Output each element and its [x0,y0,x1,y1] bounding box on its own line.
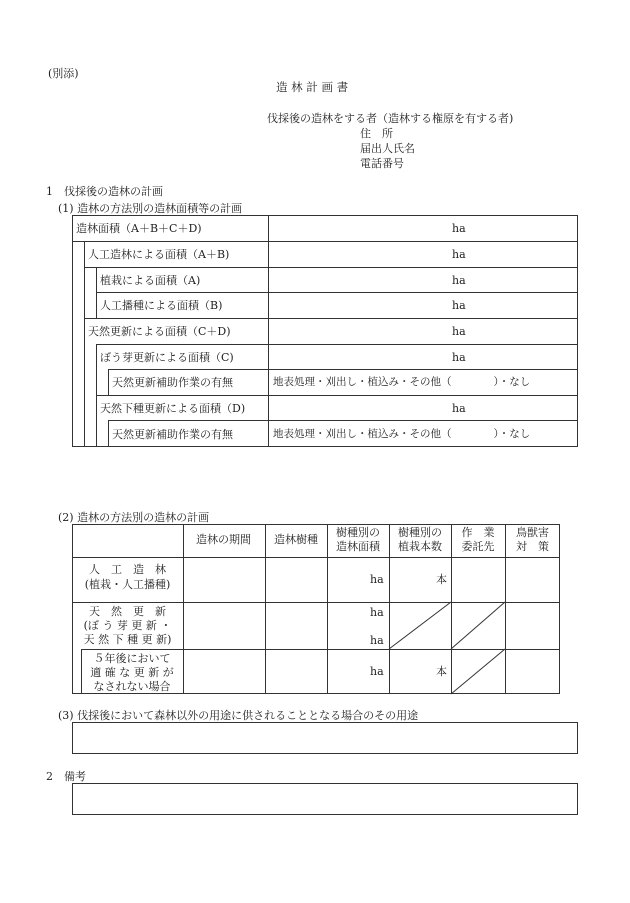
name-label: 届出人氏名 [360,142,415,155]
row1-area-unit: ha [370,573,384,586]
page-title: 造 林 計 画 書 [276,80,349,94]
row-planting-area-unit: ha [452,274,466,287]
row3-label-line2: 適 確 な 更 新 が [90,666,174,679]
row-seedfall-area-unit: ha [452,402,466,415]
row3-label-line3: なされない場合 [93,680,171,693]
row1-count-unit: 本 [436,573,447,586]
row-natural-area-label: 天然更新による面積（C＋D) [88,325,231,338]
attachment-label: (別添) [48,67,79,80]
row3-label-line1: ５年後において [93,652,171,665]
row-planting-area-label: 植栽による面積（A) [100,274,201,287]
row2-label-line2: (ぼ う 芽 更 新 ・ [83,619,172,632]
row2-area-unit-2: ha [370,634,384,647]
header-species-area: 樹種別の 造林面積 [336,526,380,554]
row3-count-unit: 本 [436,665,447,678]
subsection3-heading: (3) 伐採後において森林以外の用途に供されることとなる場合のその用途 [58,709,419,722]
subsection1-heading: (1) 造林の方法別の造林面積等の計画 [58,202,243,215]
row-coppice-area-label: ぼう芽更新による面積（C) [100,351,234,364]
row2-label-line1: 天 然 更 新 [89,605,166,618]
row-seeding-area-unit: ha [452,299,466,312]
row-artificial-area-label: 人工造林による面積（A＋B) [88,248,230,261]
row2-label-line3: 天 然 下 種 更 新) [83,633,172,646]
row-artificial-area-unit: ha [452,248,466,261]
row-total-area-unit: ha [452,222,466,235]
row-coppice-area-unit: ha [452,351,466,364]
row-seeding-area-label: 人工播種による面積（B) [100,299,223,312]
row-natural-area-unit: ha [452,325,466,338]
applicant-heading: 伐採後の造林をする者（造林する権原を有する者) [267,112,514,125]
header-period: 造林の期間 [196,533,251,546]
subsection2-heading: (2) 造林の方法別の造林の計画 [58,511,210,524]
row-seedfall-assist-label: 天然更新補助作業の有無 [112,428,233,441]
phone-label: 電話番号 [360,157,404,170]
section2-heading: 2 備考 [46,770,86,783]
header-wildlife: 鳥獣害 対 策 [516,526,549,554]
remarks-field[interactable] [72,783,578,815]
row1-label-line1: 人 工 造 林 [89,563,166,576]
header-contractor: 作 業 委託先 [461,526,495,554]
row1-label-line2: (植栽・人工播種) [84,578,171,591]
row-seedfall-assist-options: 地表処理・刈出し・植込み・その他（ ）・なし [273,428,531,440]
header-planting-count: 樹種別の 植栽本数 [398,526,442,554]
row2-area-unit-1: ha [370,606,384,619]
row-coppice-assist-options: 地表処理・刈出し・植込み・その他（ ）・なし [273,376,531,388]
row3-area-unit: ha [370,665,384,678]
header-species: 造林樹種 [274,533,318,546]
row-total-area-label: 造林面積（A＋B＋C＋D) [76,222,202,235]
land-use-field[interactable] [72,722,578,754]
section1-heading: 1 伐採後の造林の計画 [46,185,163,198]
address-label: 住 所 [360,127,393,140]
row-coppice-assist-label: 天然更新補助作業の有無 [112,376,233,389]
row-seedfall-area-label: 天然下種更新による面積（D) [100,402,246,415]
